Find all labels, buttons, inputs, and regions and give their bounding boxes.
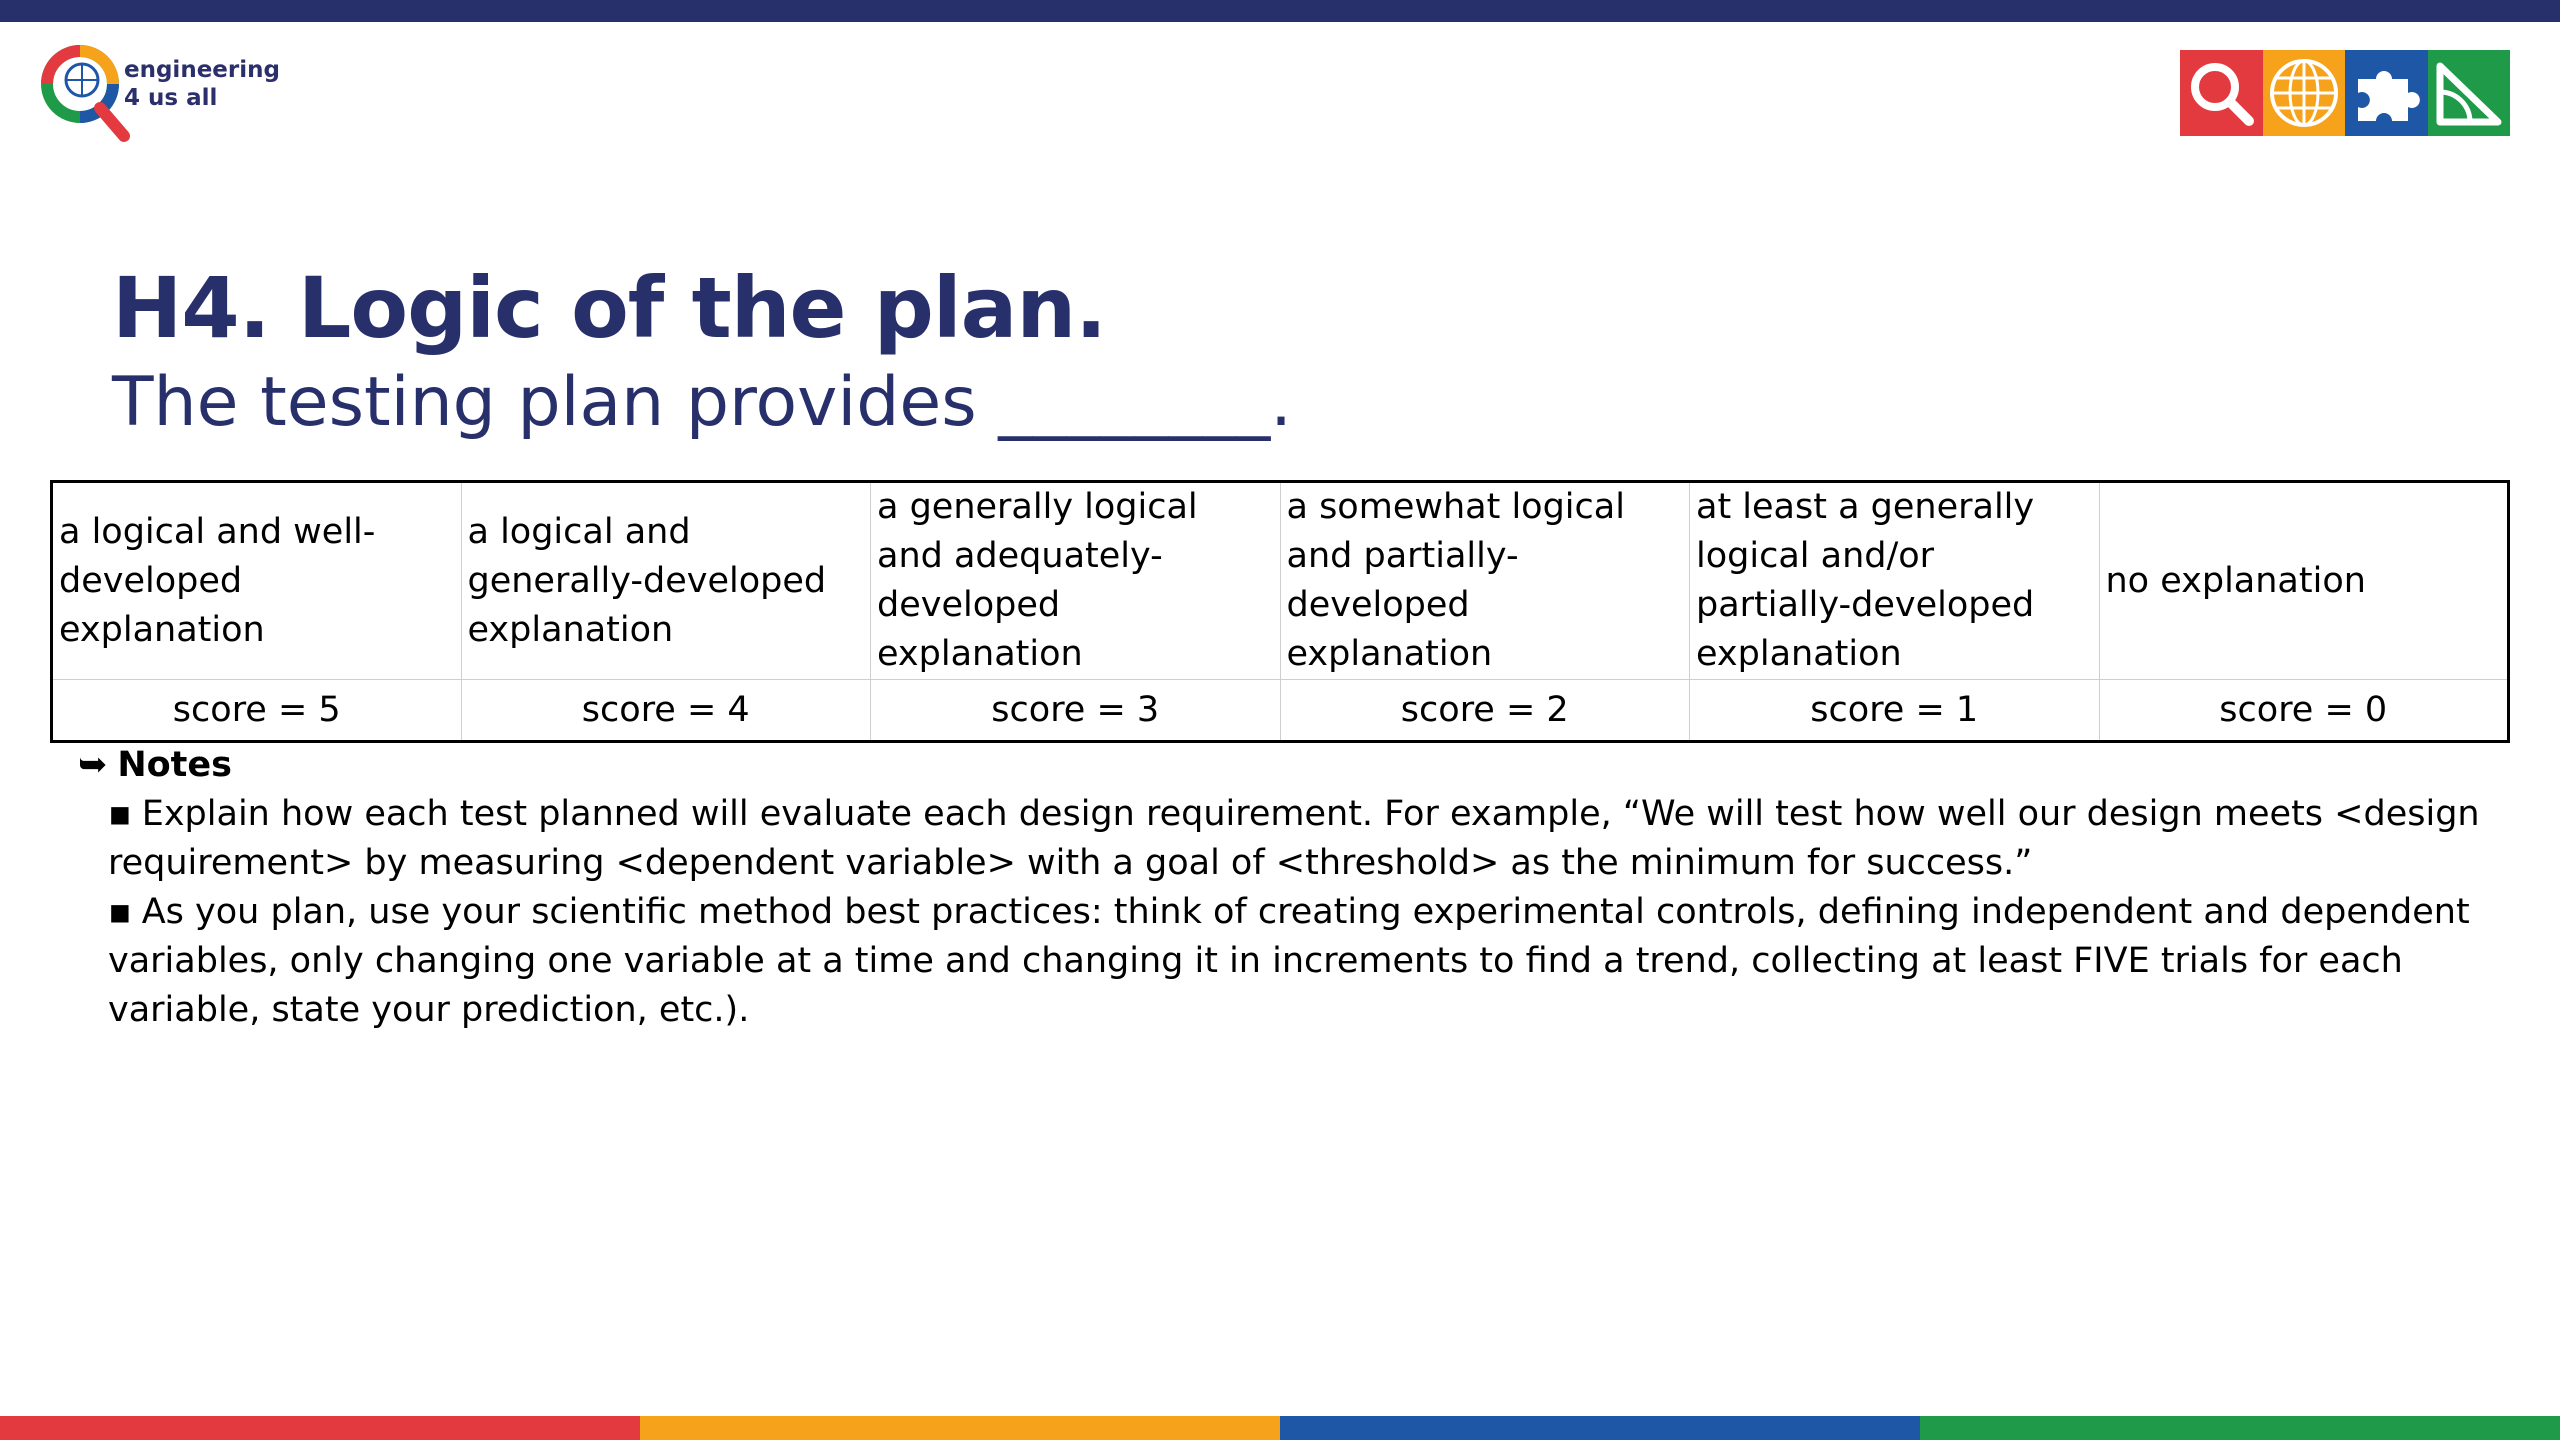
logo-magnifier-icon [38,42,138,146]
rubric-description-cell: no explanation [2099,482,2509,680]
bottom-bar-orange-segment [640,1416,1280,1440]
logo-line-2: 4 us all [124,85,218,111]
top-accent-bar [0,0,2560,22]
notes-list [78,790,2518,1035]
rubric-score-cell: score = 5 [52,680,462,742]
list-item [108,790,2518,888]
scoring-rubric-table [50,480,2510,743]
logo-text [124,56,280,112]
engineering-4-us-all-logo [38,42,298,146]
notes-heading [78,740,2518,790]
rubric-score-cell: score = 0 [2099,680,2509,742]
bullet-icon: ▪ [108,892,132,932]
protractor-icon [2428,50,2511,136]
rubric-score-cell: score = 4 [461,680,871,742]
rubric-description-cell: a logical and generally-developed explanation [461,482,871,680]
globe-icon [2263,50,2346,136]
magnifier-icon [2180,50,2263,136]
bottom-bar-red-segment [0,1416,640,1440]
rubric-score-cell: score = 1 [1690,680,2100,742]
page-title: H4. Logic of the plan. [112,259,1107,357]
rubric-score-row [52,680,2509,742]
rubric-description-cell: a generally logical and adequately-developed explanation [871,482,1281,680]
notes-heading-label: Notes [117,745,232,785]
note-text: Explain how each test planned will evaluate each design requirement. For example, “We will test how well our design meets <design requirement> by measuring <dependent variable> with a goal of <threshold> as the minimum for success.” [108,794,2480,883]
bottom-bar-green-segment [1920,1416,2560,1440]
bullet-icon: ▪ [108,794,132,834]
category-icon-strip [2180,50,2510,136]
page-subtitle: The testing plan provides ________. [112,363,1292,442]
rubric-description-cell: at least a generally logical and/or partially-developed explanation [1690,482,2100,680]
puzzle-icon [2345,50,2428,136]
note-text: As you plan, use your scientific method best practices: think of creating experimental controls, defining independent and dependent variables, only changing one variable at a time and changing it in increments to find a trend, collecting at least FIVE trials for each variable, state your prediction, etc.). [108,892,2470,1030]
bottom-bar-blue-segment [1280,1416,1920,1440]
logo-line-1: engineering [124,57,280,83]
rubric-score-cell: score = 3 [871,680,1281,742]
list-item [108,888,2518,1035]
rubric-description-cell: a logical and well-developed explanation [52,482,462,680]
rubric-description-row [52,482,2509,680]
rubric-score-cell: score = 2 [1280,680,1690,742]
notes-section [78,740,2518,1035]
arrow-icon: ➥ [78,745,108,785]
rubric-description-cell: a somewhat logical and partially-developed explanation [1280,482,1690,680]
bottom-color-bar [0,1416,2560,1440]
